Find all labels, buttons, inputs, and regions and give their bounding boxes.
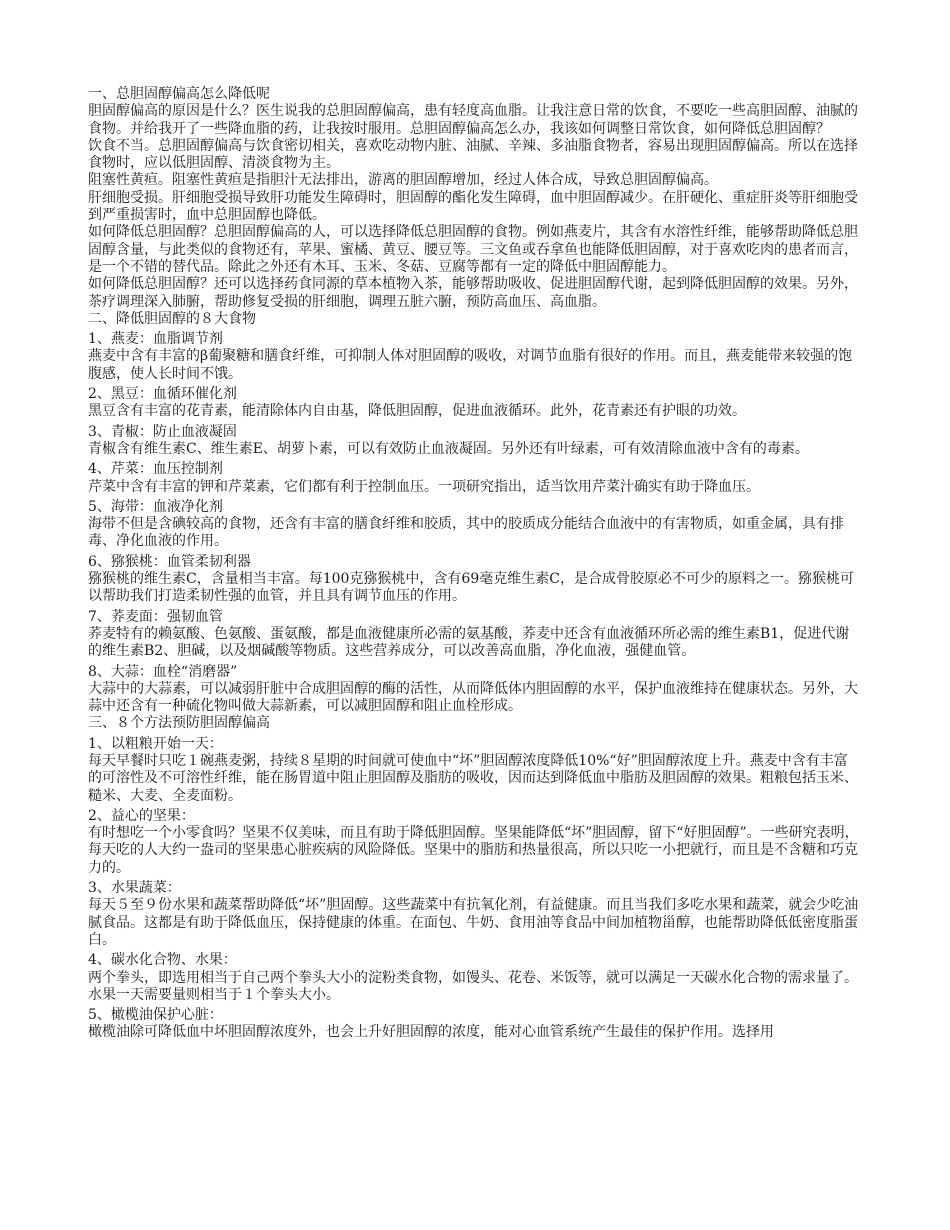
body-paragraph: 饮食不当。总胆固醇偏高与饮食密切相关，喜欢吃动物内脏、油腻、辛辣、多油脂食物者，容易出现胆固醇偏高。所以在选择食物时，应以低胆固醇、清淡食物为主。 xyxy=(88,137,858,172)
body-paragraph: 每天早餐时只吃１碗燕麦粥，持续８星期的时间就可使血中“坏”胆固醇浓度降低10%“好”胆固醇浓度上升。燕麦中含有丰富的可溶性及不可溶性纤维，能在肠胃道中阻止胆固醇及脂肪的吸收，因而达到降低血中脂肪及胆固醇的效果。粗粮包括玉米、糙米、大麦、全麦面粉。 xyxy=(88,752,858,804)
body-paragraph: 猕猴桃的维生素C，含量相当丰富。每100克猕猴桃中，含有69毫克维生素C，是合成骨胶原必不可少的原料之一。猕猴桃可以帮助我们打造柔韧性强的血管，并且具有调节血压的作用。 xyxy=(88,571,854,605)
body-paragraph: 两个拳头，即选用相当于自己两个拳头大小的淀粉类食物，如馒头、花卷、米饭等，就可以满足一天碳水化合物的需求量了。水果一天需要量则相当于１个拳头大小。 xyxy=(88,969,858,1003)
section-heading: 三、８个方法预防胆固醇偏高 xyxy=(88,715,270,732)
list-item-title: 4、芹菜：血压控制剂 xyxy=(88,461,223,478)
body-paragraph: 黑豆含有丰富的花青素，能清除体内自由基，降低胆固醇，促进血液循环。此外，花青素还有护眼的功效。 xyxy=(88,403,746,420)
list-item-title: 5、海带：血液净化剂 xyxy=(88,498,223,515)
body-paragraph: 胆固醇偏高的原因是什么？医生说我的总胆固醇偏高，患有轻度高血脂。让我注意日常的饮食，不要吃一些高胆固醇、油腻的食物。并给我开了一些降血脂的药，让我按时服用。总胆固醇偏高怎么办，我该如何调整日常饮食，如何降低总胆固醇？ xyxy=(88,103,858,137)
body-paragraph: 有时想吃一个小零食吗？坚果不仅美味，而且有助于降低胆固醇。坚果能降低“坏”胆固醇，留下“好胆固醇”。一些研究表明，每天吃的人大约一盎司的坚果患心脏疾病的风险降低。坚果中的脂肪和热量很高，所以只吃一小把就行，而且是不含糖和巧克力的。 xyxy=(88,825,859,876)
body-paragraph: 芹菜中含有丰富的钾和芹菜素，它们都有利于控制血压。一项研究指出，适当饮用芹菜汁确实有助于降血压。 xyxy=(88,478,760,495)
list-item-title: 3、青椒：防止血液凝固 xyxy=(88,423,237,440)
list-item-title: 1、燕麦：血脂调节剂 xyxy=(88,331,223,348)
document-body xyxy=(88,86,860,1042)
list-item-title: 8、大蒜：血栓“消磨器” xyxy=(88,663,238,680)
body-paragraph: 橄榄油除可降低血中坏胆固醇浓度外，也会上升好胆固醇的浓度，能对心血管系统产生最佳的保护作用。选择用 xyxy=(88,1024,774,1041)
body-paragraph: 肝细胞受损。肝细胞受损导致肝功能发生障碍时，胆固醇的酯化发生障碍，血中胆固醇减少。在肝硬化、重症肝炎等肝细胞受到严重损害时，血中总胆固醇也降低。 xyxy=(88,189,858,224)
list-item-title: 1、以粗粮开始一天： xyxy=(88,735,223,752)
body-paragraph: 如何降低总胆固醇？还可以选择药食同源的草本植物入茶，能够帮助吸收、促进胆固醇代谢，起到降低胆固醇的效果。另外，茶疗调理深入肺腑，帮助修复受损的肝细胞，调理五脏六腑，预防高血压、高血脂。 xyxy=(88,276,858,310)
list-item-title: 7、荞麦面：强韧血管 xyxy=(88,608,223,625)
body-paragraph: 大蒜中的大蒜素，可以减弱肝脏中合成胆固醇的酶的活性，从而降低体内胆固醇的水平，保护血液维持在健康状态。另外，大蒜中还含有一种硫化物叫做大蒜新素，可以减胆固醇和阻止血栓形成。 xyxy=(88,680,858,715)
list-item-title: 3、水果蔬菜： xyxy=(88,880,181,897)
body-paragraph: 海带不但是含碘较高的食物，还含有丰富的膳食纤维和胶质，其中的胶质成分能结合血液中的有害物质，如重金属，具有排毒、净化血液的作用。 xyxy=(88,516,844,550)
body-paragraph: 燕麦中含有丰富的β葡聚糖和膳食纤维，可抑制人体对胆固醇的吸收，对调节血脂有很好的作用。而且，燕麦能带来较强的饱腹感，使人长时间不饿。 xyxy=(88,348,853,382)
body-paragraph: 荞麦特有的赖氨酸、色氨酸、蛋氨酸，都是血液健康所必需的氨基酸，荞麦中还含有血液循环所必需的维生素B1，促进代谢的维生素B2、胆碱，以及烟碱酸等物质。这些营养成分，可以改善高血脂，净化血液，强健血管。 xyxy=(88,625,850,660)
section-heading: 一、总胆固醇偏高怎么降低呢 xyxy=(88,86,270,102)
list-item-title: 2、黑豆：血循环催化剂 xyxy=(88,386,237,403)
list-item-title: 5、橄榄油保护心脏： xyxy=(88,1007,223,1024)
list-item-title: 2、益心的坚果： xyxy=(88,807,195,824)
list-item-title: 4、碳水化合物、水果： xyxy=(88,952,237,969)
body-paragraph: 如何降低总胆固醇？总胆固醇偏高的人，可以选择降低总胆固醇的食物。例如燕麦片，其含有水溶性纤维，能够帮助降低总胆固醇含量，与此类似的食物还有，苹果、蜜橘、黄豆、腰豆等。三文鱼或吞拿鱼也能降低胆固醇，对于喜欢吃肉的患者而言，是一个不错的替代品。除此之外还有木耳、玉米、冬菇、豆腐等都有一定的降低中胆固醇能力。 xyxy=(88,224,858,275)
body-paragraph: 阻塞性黄疸。阻塞性黄疸是指胆汁无法排出，游离的胆固醇增加，经过人体合成，导致总胆固醇偏高。 xyxy=(88,172,718,189)
body-paragraph: 每天５至９份水果和蔬菜帮助降低“坏”胆固醇。这些蔬菜中有抗氧化剂，有益健康。而且当我们多吃水果和蔬菜，就会少吃油腻食品。这都是有助于降低血压，保持健康的体重。在面包、牛奶、食用油等食品中间加植物甾醇，也能帮助降低低密度脂蛋白。 xyxy=(88,897,859,948)
body-paragraph: 青椒含有维生素C、维生素E、胡萝卜素，可以有效防止血液凝固。另外还有叶绿素，可有效清除血液中含有的毒素。 xyxy=(88,440,809,457)
list-item-title: 6、猕猴桃：血管柔韧利器 xyxy=(88,553,251,570)
section-heading: 二、降低胆固醇的８大食物 xyxy=(88,310,256,327)
